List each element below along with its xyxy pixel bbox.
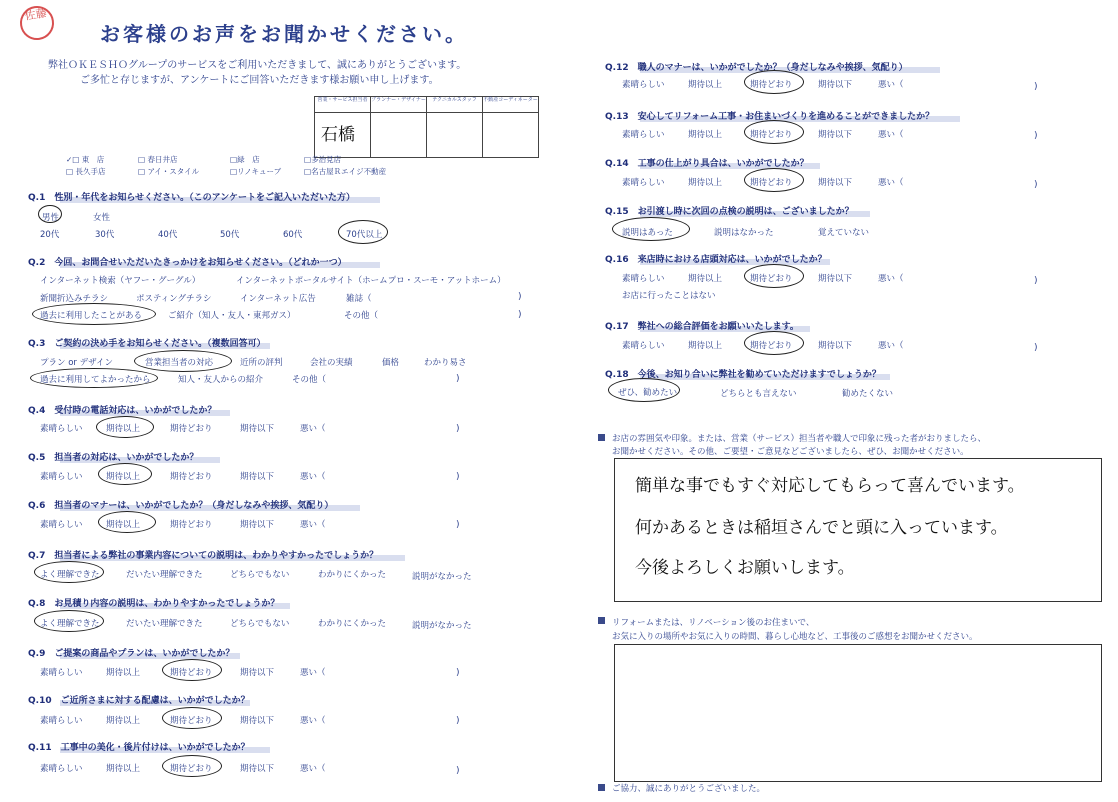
q18-opt-neutral[interactable]: どちらとも言えない (720, 389, 797, 399)
q5-opt-below[interactable]: 期待以下 (240, 472, 275, 482)
q10-close: ) (456, 716, 460, 726)
q15-opt-dont-remember[interactable]: 覚えていない (818, 228, 870, 238)
q1-age-circle (338, 220, 388, 244)
q2-other-close: ) (518, 310, 522, 320)
comment-box[interactable] (614, 458, 1102, 602)
q3-option-price[interactable]: 価格 (382, 358, 400, 368)
q10-opt-below[interactable]: 期待以下 (240, 716, 275, 726)
q17-opt-excellent[interactable]: 素晴らしい (622, 341, 665, 351)
q3-option-friend[interactable]: 知人・友人からの紹介 (178, 375, 264, 385)
staff-name-handwritten: 石橋 (321, 125, 355, 145)
q4-answer-circle (96, 416, 154, 438)
q14-title: Q.14 工事の仕上がり具合は、いかがでしたか？ (605, 159, 809, 169)
q15-opt-explained[interactable]: 説明はあった (622, 228, 673, 238)
q14-answer-circle (744, 168, 804, 192)
q17-opt-above[interactable]: 期待以上 (688, 341, 723, 351)
q2-option-portal[interactable]: インターネットポータルサイト（ホームプロ・スーモ・アットホーム） (236, 276, 506, 286)
store-i-style[interactable]: □ アイ・スタイル (138, 167, 200, 176)
q18-opt-recommend[interactable]: ぜひ、勧めたい (618, 388, 678, 398)
q10-opt-excellent[interactable]: 素晴らしい (40, 716, 83, 726)
q11-answer-circle (162, 755, 222, 777)
q16-close: ) (1034, 276, 1038, 286)
q8-title: Q.8 お見積り内容の説明は、わかりやすかったでしょうか？ (28, 599, 280, 609)
q7-answer-circle (34, 561, 104, 583)
q13-close: ) (1034, 131, 1038, 141)
q12-opt-as-expected[interactable]: 期待どおり (750, 80, 793, 90)
q9-close: ) (456, 668, 460, 678)
q6-opt-as-expected[interactable]: 期待どおり (170, 520, 213, 530)
q3-option-record[interactable]: 会社の実績 (310, 358, 353, 368)
q16-opt-as-expected[interactable]: 期待どおり (750, 274, 793, 284)
q13-opt-as-expected[interactable]: 期待どおり (750, 130, 793, 140)
q2-option-other[interactable]: その他（ (344, 311, 379, 321)
q2-option-referral[interactable]: ご紹介（知人・友人・東邦ガス） (168, 311, 296, 321)
q16-opt-above[interactable]: 期待以上 (688, 274, 723, 284)
staff-cell-sales (315, 112, 371, 157)
seal-text: 佐藤 (24, 6, 48, 23)
q6-opt-bad[interactable]: 悪い（ (300, 520, 326, 530)
q9-answer-circle (162, 659, 222, 681)
q1-option-male[interactable]: 男性 (42, 213, 60, 223)
q4-opt-as-expected[interactable]: 期待どおり (170, 424, 213, 434)
comment-line-3: 今後よろしくお願いします。 (635, 558, 855, 578)
q5-opt-bad[interactable]: 悪い（ (300, 472, 326, 482)
reform-label-1: リフォームまたは、リノベーション後のお住まいで、 (612, 618, 815, 628)
staff-cell-technical (427, 112, 483, 157)
q8-answer-circle (34, 610, 104, 632)
q9-title: Q.9 ご提案の商品やプランは、いかがでしたか？ (28, 649, 235, 659)
q10-answer-circle (162, 707, 222, 729)
q3-option-clarity[interactable]: わかり易さ (424, 358, 467, 368)
q17-opt-bad[interactable]: 悪い（ (878, 341, 904, 351)
q5-opt-excellent[interactable]: 素晴らしい (40, 472, 83, 482)
q16-opt-excellent[interactable]: 素晴らしい (622, 274, 665, 284)
q5-opt-as-expected[interactable]: 期待どおり (170, 472, 213, 482)
q9-opt-excellent[interactable]: 素晴らしい (40, 668, 83, 678)
q17-opt-as-expected[interactable]: 期待どおり (750, 341, 793, 351)
q1-age-50[interactable]: 50代 (220, 230, 240, 240)
q5-title: Q.5 担当者の対応は、いかがでしたか？ (28, 453, 199, 463)
q8-opt-unclear[interactable]: わかりにくかった (318, 619, 387, 629)
q2-title: Q.2 今回、お問合せいただいたきっかけをお知らせください。（どれか一つ） (28, 258, 347, 268)
q4-opt-below[interactable]: 期待以下 (240, 424, 275, 434)
q12-opt-below[interactable]: 期待以下 (818, 80, 853, 90)
q10-opt-bad[interactable]: 悪い（ (300, 716, 326, 726)
q4-title: Q.4 受付時の電話対応は、いかがでしたか？ (28, 406, 217, 416)
q2-option-magazine[interactable]: 雑誌（ (346, 294, 372, 304)
q3-circle-past (30, 368, 158, 388)
q12-answer-circle (744, 70, 804, 94)
q9-opt-below[interactable]: 期待以下 (240, 668, 275, 678)
q17-title: Q.17 弊社への総合評価をお願いいたします。 (605, 322, 799, 332)
comment-label-2: お聞かせください。その他、ご要望・ご意見などございましたら、ぜひ、お聞かせください。 (612, 447, 969, 457)
store-nagoya-r-age[interactable]: □名古屋Ｒエイジ不動産 (304, 167, 387, 176)
q12-close: ) (1034, 82, 1038, 92)
q11-close: ) (456, 766, 460, 776)
q13-opt-below[interactable]: 期待以下 (818, 130, 853, 140)
q2-option-posting[interactable]: ポスティングチラシ (136, 294, 212, 304)
q8-opt-neutral[interactable]: どちらでもない (230, 619, 290, 629)
q17-close: ) (1034, 343, 1038, 353)
q9-opt-as-expected[interactable]: 期待どおり (170, 668, 213, 678)
q16-title: Q.16 来店時における店頭対応は、いかがでしたか？ (605, 255, 827, 265)
q8-opt-none[interactable]: 説明がなかった (412, 621, 472, 631)
intro-line-1: 弊社ＯＫＥＳＨＯグループのサービスをご利用いただきまして、誠にありがとうございます。 (48, 60, 467, 71)
intro-line-2: ご多忙と存じますが、アンケートにご回答いただきます様お願い申し上げます。 (80, 75, 439, 86)
store-renocube[interactable]: □リノキューブ (230, 167, 282, 176)
q11-opt-as-expected[interactable]: 期待どおり (170, 764, 213, 774)
q13-title: Q.13 安心してリフォーム工事・お住まいづくりを進めることができましたか？ (605, 112, 935, 122)
q15-opt-not-explained[interactable]: 説明はなかった (714, 228, 774, 238)
q14-close: ) (1034, 180, 1038, 190)
q3-title: Q.3 ご契約の決め手をお知らせください。（複数回答可） (28, 339, 266, 349)
q16-opt-never-visited[interactable]: お店に行ったことはない (622, 291, 716, 301)
q14-opt-below[interactable]: 期待以下 (818, 178, 853, 188)
q9-opt-above[interactable]: 期待以上 (106, 668, 141, 678)
q11-opt-bad[interactable]: 悪い（ (300, 764, 326, 774)
q3-circle-sales (134, 350, 232, 372)
q3-option-reputation[interactable]: 近所の評判 (240, 358, 283, 368)
comment-bullet-icon (598, 434, 605, 441)
q16-opt-below[interactable]: 期待以下 (818, 274, 853, 284)
q3-option-sales-staff[interactable]: 営業担当者の対応 (145, 358, 214, 368)
q2-magazine-close: ) (518, 292, 522, 302)
q7-opt-understood[interactable]: よく理解できた (40, 570, 100, 580)
q13-opt-above[interactable]: 期待以上 (688, 130, 723, 140)
q10-opt-above[interactable]: 期待以上 (106, 716, 141, 726)
reform-label-2: お気に入りの場所やお気に入りの時間、暮らし心地など、工事後のご感想をお聞かせください。 (612, 632, 978, 642)
q15-answer-circle (612, 217, 690, 241)
q6-answer-circle (98, 511, 156, 533)
q2-option-newspaper[interactable]: 新聞折込みチラシ (40, 294, 109, 304)
q7-opt-mostly[interactable]: だいたい理解できた (126, 570, 203, 580)
q6-close: ) (456, 520, 460, 530)
staff-header-realestate: 不動産コーディネーター (483, 97, 538, 113)
q14-opt-above[interactable]: 期待以上 (688, 178, 723, 188)
q10-title: Q.10 ご近所さまに対する配慮は、いかがでしたか？ (28, 696, 250, 706)
q3-other-close: ) (456, 374, 460, 384)
q4-opt-bad[interactable]: 悪い（ (300, 424, 326, 434)
q16-opt-bad[interactable]: 悪い（ (878, 274, 904, 284)
q4-close: ) (456, 424, 460, 434)
q11-opt-above[interactable]: 期待以上 (106, 764, 141, 774)
q7-opt-none[interactable]: 説明がなかった (412, 572, 472, 582)
q1-age-40[interactable]: 40代 (158, 230, 178, 240)
q7-opt-unclear[interactable]: わかりにくかった (318, 570, 387, 580)
q18-title: Q.18 今後、お知り合いに弊社を勧めていただけますでしょうか？ (605, 370, 881, 380)
q13-opt-excellent[interactable]: 素晴らしい (622, 130, 665, 140)
reform-comment-box[interactable] (614, 644, 1102, 782)
q16-answer-circle (744, 264, 804, 288)
q11-opt-excellent[interactable]: 素晴らしい (40, 764, 83, 774)
q4-opt-excellent[interactable]: 素晴らしい (40, 424, 83, 434)
q5-answer-circle (98, 463, 152, 485)
q12-opt-bad[interactable]: 悪い（ (878, 80, 904, 90)
store-nagakute[interactable]: □ 長久手店 (66, 167, 106, 176)
comment-line-2: 何かあるときは稲垣さんでと頭に入っています。 (635, 518, 1008, 538)
staff-cell-planner (371, 112, 427, 157)
q2-answer-circle (32, 303, 156, 325)
q1-age-60[interactable]: 60代 (283, 230, 303, 240)
q18-answer-circle (608, 378, 680, 402)
q8-opt-mostly[interactable]: だいたい理解できた (126, 619, 203, 629)
q7-title: Q.7 担当者による弊社の事業内容についての説明は、わかりやすかったでしょうか？ (28, 551, 379, 561)
store-kasugai[interactable]: □ 春日井店 (138, 155, 178, 164)
q9-opt-bad[interactable]: 悪い（ (300, 668, 326, 678)
reform-bullet-icon (598, 617, 605, 624)
store-tajimi[interactable]: □多治見店 (304, 155, 342, 164)
q1-title: Q.1 性別・年代をお知らせください。（このアンケートをご記入いただいた方） (28, 193, 356, 203)
store-higashi[interactable]: ✓□ 東 店 (66, 155, 105, 164)
q13-answer-circle (744, 120, 804, 144)
q17-answer-circle (744, 331, 804, 355)
q12-opt-above[interactable]: 期待以上 (688, 80, 723, 90)
q14-opt-bad[interactable]: 悪い（ (878, 178, 904, 188)
comment-label-1: お店の雰囲気や印象。または、営業（サービス）担当者や職人で印象に残った者がおりましたら、 (612, 434, 987, 444)
q8-opt-understood[interactable]: よく理解できた (40, 619, 100, 629)
thanks-bullet-icon (598, 784, 605, 791)
q1-age-70plus[interactable]: 70代以上 (346, 230, 383, 240)
q14-opt-as-expected[interactable]: 期待どおり (750, 178, 793, 188)
q6-opt-excellent[interactable]: 素晴らしい (40, 520, 83, 530)
q2-option-past-use[interactable]: 過去に利用したことがある (40, 311, 143, 321)
q5-opt-above[interactable]: 期待以上 (106, 472, 141, 482)
q12-opt-excellent[interactable]: 素晴らしい (622, 80, 665, 90)
q6-opt-below[interactable]: 期待以下 (240, 520, 275, 530)
q6-opt-above[interactable]: 期待以上 (106, 520, 141, 530)
q3-option-plan[interactable]: プラン or デザイン (40, 358, 114, 368)
page-title: お客様のお声をお聞かせください。 (100, 22, 468, 46)
q14-opt-excellent[interactable]: 素晴らしい (622, 178, 665, 188)
q3-option-past-good[interactable]: 過去に利用してよかったから (40, 375, 151, 385)
q1-age-20[interactable]: 20代 (40, 230, 60, 240)
comment-line-1: 簡単な事でもすぐ対応してもらって喜んでいます。 (635, 476, 1025, 496)
store-midori[interactable]: □緑 店 (230, 155, 260, 164)
q5-close: ) (456, 472, 460, 482)
q3-option-other[interactable]: その他（ (292, 375, 327, 385)
q1-age-30[interactable]: 30代 (95, 230, 115, 240)
q11-opt-below[interactable]: 期待以下 (240, 764, 275, 774)
q1-sex-circle (38, 205, 62, 223)
q1-option-female[interactable]: 女性 (93, 213, 111, 223)
q15-title: Q.15 お引渡し時に次回の点検の説明は、ございましたか？ (605, 207, 854, 217)
q17-opt-below[interactable]: 期待以下 (818, 341, 853, 351)
q12-title: Q.12 職人のマナーは、いかがでしたか？（身だしなみや挨拶、気配り） (605, 63, 908, 73)
q11-title: Q.11 工事中の美化・後片付けは、いかがでしたか？ (28, 743, 250, 753)
staff-header-technical: テクニカルスタッフ (427, 97, 483, 113)
staff-header-sales: 営業・サービス担当者 (315, 97, 371, 113)
q2-option-search[interactable]: インターネット検索（ヤフー・グーグル） (40, 276, 201, 286)
q6-title: Q.6 担当者のマナーは、いかがでしたか？（身だしなみや挨拶、気配り） (28, 501, 334, 511)
thanks-text: ご協力、誠にありがとうございました。 (612, 784, 766, 794)
seal-stamp (18, 4, 56, 42)
q13-opt-bad[interactable]: 悪い（ (878, 130, 904, 140)
q2-option-web-ad[interactable]: インターネット広告 (240, 294, 316, 304)
q18-opt-not-recommend[interactable]: 勧めたくない (842, 389, 894, 399)
q4-opt-above[interactable]: 期待以上 (106, 424, 141, 434)
staff-table (314, 96, 539, 158)
staff-header-planner: プランナー・デザイナー (371, 97, 427, 113)
q10-opt-as-expected[interactable]: 期待どおり (170, 716, 213, 726)
q7-opt-neutral[interactable]: どちらでもない (230, 570, 290, 580)
